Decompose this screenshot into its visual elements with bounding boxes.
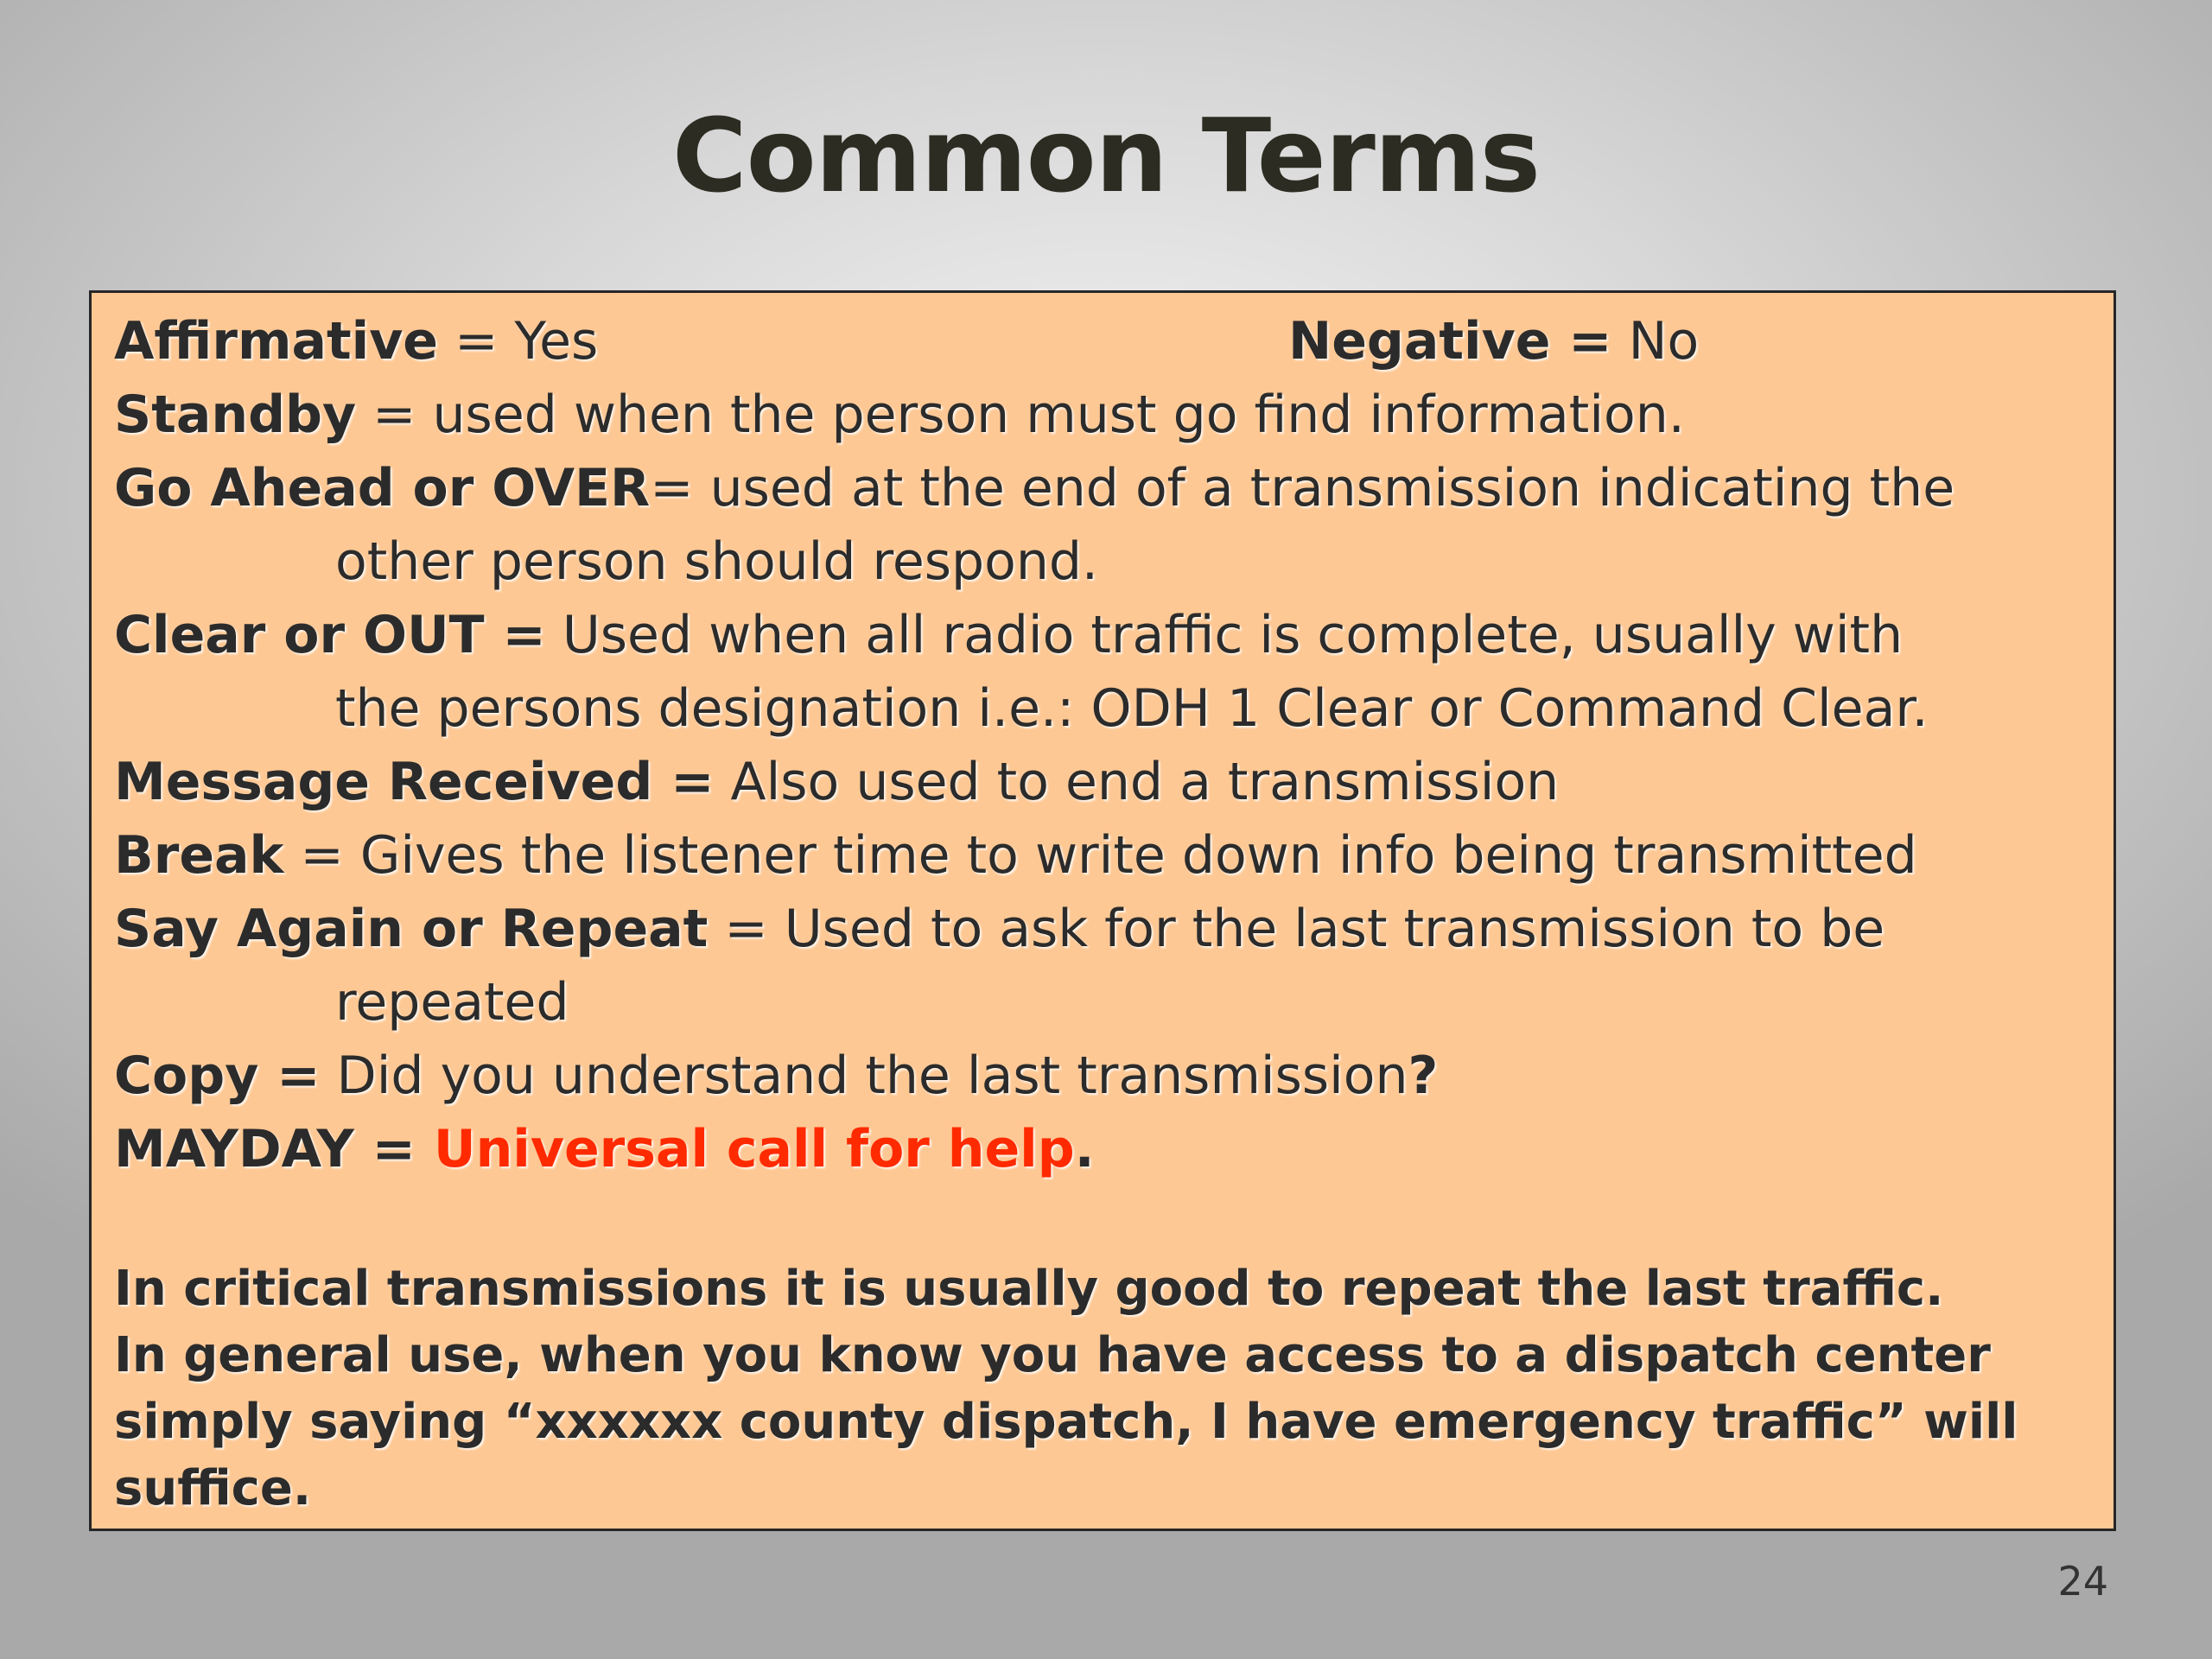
term-mayday bbox=[114, 1113, 2093, 1186]
term-say-again bbox=[114, 893, 2093, 966]
term-definition: = Gives the listener time to write down info being transmitted bbox=[283, 825, 1917, 886]
term-break bbox=[114, 819, 2093, 893]
term-negative bbox=[1288, 305, 1699, 378]
slide-title: Common Terms bbox=[672, 96, 1540, 215]
term-go-ahead-continuation bbox=[114, 525, 2093, 599]
note-line: In critical transmissions it is usually good to repeat the last traffic. bbox=[114, 1261, 1944, 1317]
term-label: Break bbox=[114, 825, 284, 886]
term-definition: Did you understand the last transmission bbox=[320, 1046, 1408, 1106]
note-line: In general use, when you know you have access to a dispatch center bbox=[114, 1327, 1991, 1383]
term-copy bbox=[114, 1039, 2093, 1113]
term-label: MAYDAY = bbox=[114, 1119, 434, 1179]
term-label: Clear or OUT = bbox=[114, 605, 546, 665]
term-clear bbox=[114, 599, 2093, 672]
term-definition-continued: repeated bbox=[335, 972, 569, 1033]
page-number: 24 bbox=[2057, 1558, 2108, 1605]
term-definition: Used when all radio traffic is complete, usually with bbox=[545, 605, 1904, 665]
term-affirmative bbox=[114, 305, 2093, 378]
term-definition-continued: other person should respond. bbox=[335, 531, 1099, 592]
period: . bbox=[1074, 1119, 1095, 1179]
terms-box bbox=[89, 290, 2116, 1531]
mayday-alert-text: Universal call for help bbox=[433, 1119, 1075, 1179]
spacer bbox=[114, 1186, 2093, 1255]
term-label: Standby bbox=[114, 385, 357, 445]
term-definition: = used when the person must go find information. bbox=[356, 385, 1685, 445]
term-standby bbox=[114, 378, 2093, 452]
term-label: Message Received = bbox=[114, 752, 715, 812]
term-say-again-continuation bbox=[114, 966, 2093, 1039]
note-line: suffice. bbox=[114, 1460, 312, 1516]
term-definition-continued: the persons designation i.e.: ODH 1 Clear or Command Clear. bbox=[335, 678, 1929, 739]
question-mark: ? bbox=[1408, 1046, 1439, 1106]
term-go-ahead bbox=[114, 452, 2093, 525]
term-label: Affirmative bbox=[114, 311, 438, 372]
term-definition: = used at the end of a transmission indicating the bbox=[650, 458, 1955, 518]
term-label: Copy = bbox=[114, 1046, 321, 1106]
term-clear-continuation bbox=[114, 672, 2093, 746]
term-definition: No bbox=[1611, 311, 1700, 372]
term-label: Negative = bbox=[1288, 311, 1612, 372]
term-definition: = Used to ask for the last transmission to be bbox=[708, 899, 1885, 959]
term-definition: Also used to end a transmission bbox=[714, 752, 1560, 812]
term-label: Say Again or Repeat bbox=[114, 899, 709, 959]
term-label: Go Ahead or OVER bbox=[114, 458, 651, 518]
term-message-received bbox=[114, 746, 2093, 819]
note-line: simply saying “xxxxxx county dispatch, I have emergency traffic” will bbox=[114, 1394, 2018, 1450]
term-definition: = Yes bbox=[438, 311, 599, 372]
